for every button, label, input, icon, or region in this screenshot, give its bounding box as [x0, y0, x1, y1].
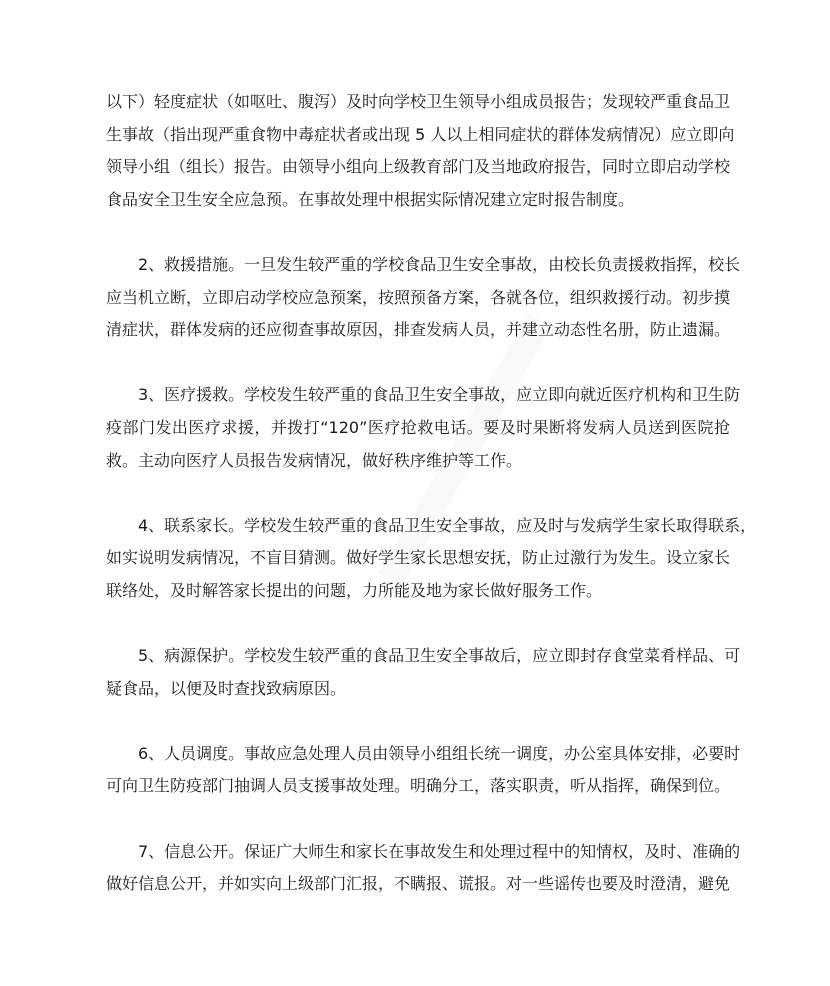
- text-line: 领导小组（组长）报告。由领导小组向上级教育部门及当地政府报告，同时立即启动学校: [106, 157, 731, 177]
- text-line: 2、救援措施。一旦发生较严重的学校食品卫生安全事故，由校长负责援救指挥，校长: [138, 254, 741, 274]
- text-line: 6、人员调度。事故应急处理人员由领导小组组长统一调度，办公室具体安排，必要时: [138, 743, 741, 763]
- paragraph: [106, 249, 741, 347]
- text-line: 联络处，及时解答家长提出的问题，力所能及地为家长做好服务工作。: [106, 580, 603, 600]
- text-line: 疑食品，以便及时查找致病原因。: [106, 678, 347, 698]
- paragraph: [106, 640, 741, 705]
- text-line: 清症状，群体发病的还应彻查事故原因，排查发病人员，并建立动态性名册，防止遗漏。: [106, 320, 731, 340]
- text-line: 救。主动向医疗人员报告发病情况，做好秩序维护等工作。: [106, 450, 523, 470]
- text-line: 4、联系家长。学校发生较严重的食品卫生安全事故，应及时与发病学生家长取得联系，: [138, 515, 757, 535]
- text-line: 生事故（指出现严重食物中毒症状者或出现 5 人以上相同症状的群体发病情况）应立即向: [106, 124, 735, 144]
- paragraph: [106, 379, 741, 477]
- text-line: 7、信息公开。保证广大师生和家长在事故发生和处理过程中的知情权，及时、准确的: [138, 841, 741, 861]
- text-line: 3、医疗援救。学校发生较严重的食品卫生安全事故，应立即向就近医疗机构和卫生防: [138, 385, 741, 405]
- paragraph: [106, 86, 735, 216]
- paragraph: [106, 510, 757, 608]
- text-line: 5、病源保护。学校发生较严重的食品卫生安全事故后，应立即封存食堂菜肴样品、可: [138, 646, 741, 666]
- paragraph: [106, 738, 741, 803]
- text-line: 食品安全卫生安全应急预。在事故处理中根据实际情况建立定时报告制度。: [106, 189, 635, 209]
- text-line: 应当机立断，立即启动学校应急预案，按照预备方案，各就各位，组织救援行动。初步摸: [106, 287, 731, 307]
- text-line: 可向卫生防疫部门抽调人员支援事故处理。明确分工，落实职责，听从指挥，确保到位。: [106, 776, 731, 796]
- text-line: 如实说明发病情况，不盲目猜测。做好学生家长思想安抚，防止过激行为发生。设立家长: [106, 548, 731, 568]
- text-line: 疫部门发出医疗求援，并拨打“120”医疗抢救电话。要及时果断将发病人员送到医院抢: [106, 417, 730, 437]
- text-line: 以下）轻度症状（如呕吐、腹泻）及时向学校卫生领导小组成员报告；发现较严重食品卫: [106, 92, 731, 111]
- paragraph: [106, 836, 741, 901]
- document-page: [106, 86, 757, 933]
- text-line: 做好信息公开，并如实向上级部门汇报，不瞒报、谎报。对一些谣传也要及时澄清，避免: [106, 874, 731, 894]
